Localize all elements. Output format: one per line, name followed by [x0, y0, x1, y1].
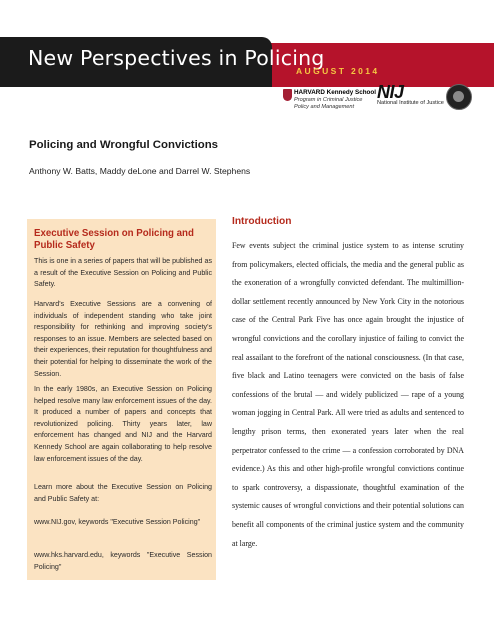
introduction-heading: Introduction — [232, 216, 292, 227]
paper-title: Policing and Wrongful Convictions — [29, 139, 218, 151]
hks-logo-name: HARVARD Kennedy School — [294, 89, 376, 96]
harvard-shield-icon — [283, 89, 292, 101]
hks-program-name: Program in Criminal Justice Policy and Management — [294, 97, 363, 110]
sidebar-link-nij[interactable]: www.NIJ.gov, keywords "Executive Session Policing" — [34, 518, 201, 526]
sidebar-heading: Executive Session on Policing and Public Safety — [34, 228, 194, 251]
sidebar-link-hks[interactable]: www.hks.harvard.edu, keywords "Executive Session Policing" — [34, 551, 212, 571]
nij-logo-mark: NIJ — [377, 82, 404, 102]
sidebar-paragraph: Harvard's Executive Sessions are a convening of individuals of independent standing who take joint responsibility for rethinking and improving society's responses to an issue. Members are selected based on their experiences, their reputation for thoughtfulness and their potential for helping to disseminate the work of the Session. — [34, 300, 212, 378]
series-title: New Perspectives in Policing — [28, 46, 325, 70]
doj-seal-icon — [446, 84, 472, 110]
introduction-text: Few events subject the criminal justice system to as intense scrutiny from policymakers, elected officials, the media and the general public as the exoneration of a wrongfully convicted defendant. The multimillion-dollar settlement recently announced by New York City in the notorious case of the Central Park Five has once again brought the injustice of wrongful convictions and the corollary injustice of failing to convict the real assailant to the forefront of the national consciousness. (In that case, five black and Latino teenagers were convicted on the basis of false confessions of the brutal — and widely publicized — rape of a young woman jogging in Central Park. All were tried as adults and sentenced to lengthy prison terms, then exonerated years later when the real perpetrator confessed to the crime — a confession corroborated by DNA evidence.) As this and other high-profile wrongful convictions continue to spark controversy, a dispassionate, thoughtful examination of the systemic causes of wrongful convictions and their potential solutions can benefit all components of the criminal justice system and the community at large. — [232, 241, 464, 548]
paper-authors: Anthony W. Batts, Maddy deLone and Darrel W. Stephens — [29, 166, 251, 176]
executive-session-sidebar — [27, 219, 216, 580]
publication-date: AUGUST 2014 — [296, 66, 380, 76]
sidebar-paragraph: Learn more about the Executive Session on Policing and Public Safety at: — [34, 483, 212, 503]
sidebar-paragraph: This is one in a series of papers that will be published as a result of the Executive Session on Policing and Public Safety. — [34, 257, 212, 289]
sidebar-paragraph: In the early 1980s, an Executive Session on Policing helped resolve many law enforcement issues of the day. It produced a number of papers and concepts that revolutionized policing. Thirty years later, law enforcement has changed and NIJ and the Harvard Kennedy School are again collaborating to help resolve law enforcement issues of the day. — [34, 385, 212, 463]
nij-logo-name: National Institute of Justice — [377, 100, 444, 106]
